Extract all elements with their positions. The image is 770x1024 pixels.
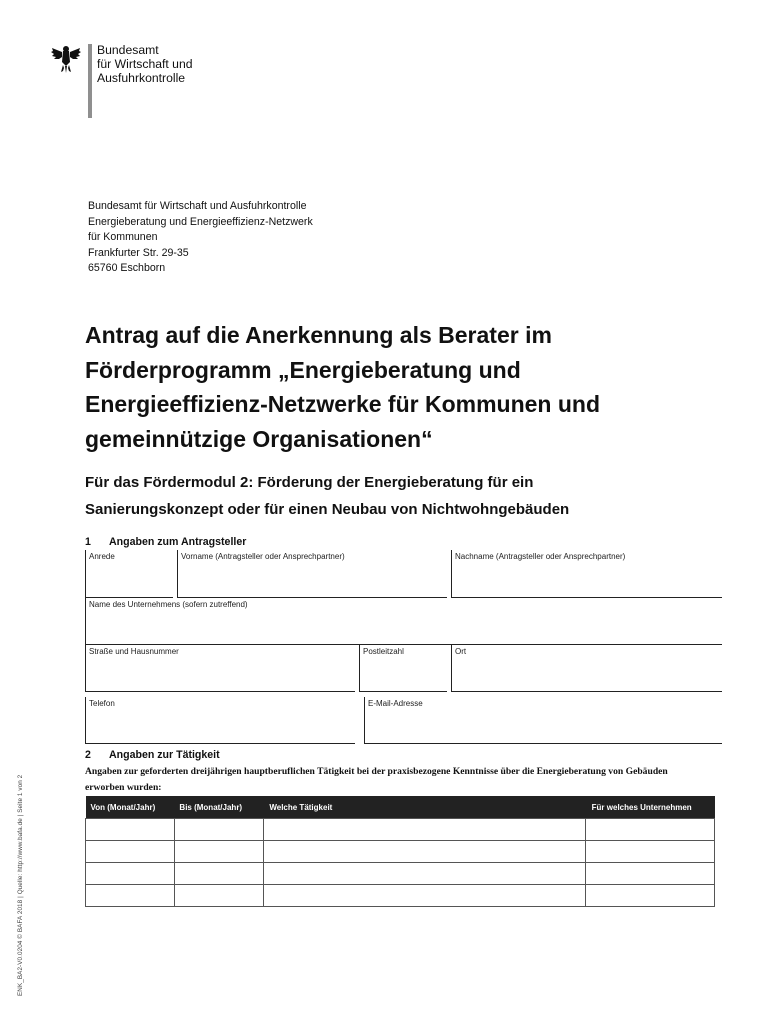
- table-cell[interactable]: [174, 819, 263, 841]
- org-line-3: Ausfuhrkontrolle: [97, 71, 186, 85]
- subtitle-line: Für das Fördermodul 2: Förderung der Energieberatung für ein: [85, 474, 534, 491]
- company-input[interactable]: [586, 840, 718, 863]
- section-2-heading: [85, 749, 220, 761]
- section-number: 1: [85, 536, 91, 548]
- table-cell[interactable]: [86, 863, 175, 885]
- column-header-to: Bis (Monat/Jahr): [174, 796, 263, 819]
- to-input[interactable]: [175, 862, 267, 885]
- phone-input[interactable]: [89, 718, 353, 740]
- company-name-field[interactable]: [85, 598, 722, 645]
- activity-intro-text: [85, 764, 745, 795]
- company-name-input[interactable]: [89, 619, 720, 641]
- column-header-company: Für welches Unternehmen: [586, 796, 715, 819]
- table-cell[interactable]: [86, 819, 175, 841]
- title-line: Förderprogramm „Energieberatung und: [85, 356, 521, 383]
- company-input[interactable]: [586, 862, 718, 885]
- document-title: [85, 318, 745, 456]
- column-header-activity: Welche Tätigkeit: [263, 796, 585, 819]
- from-input[interactable]: [86, 818, 178, 841]
- recipient-address: [88, 199, 313, 277]
- to-input[interactable]: [175, 840, 267, 863]
- postal-code-label: Postleitzahl: [363, 647, 404, 656]
- phone-field[interactable]: [85, 697, 355, 744]
- table-cell[interactable]: [263, 885, 585, 907]
- company-name-label: Name des Unternehmens (sofern zutreffend): [89, 600, 248, 609]
- org-line-1: Bundesamt: [97, 43, 159, 57]
- salutation-input[interactable]: [89, 572, 171, 594]
- table-cell[interactable]: [263, 819, 585, 841]
- company-input[interactable]: [586, 884, 718, 907]
- activity-input[interactable]: [264, 862, 589, 885]
- document-subtitle: [85, 469, 745, 523]
- first-name-field[interactable]: [177, 550, 447, 598]
- table-cell[interactable]: [174, 841, 263, 863]
- last-name-field[interactable]: [451, 550, 722, 598]
- title-line: gemeinnützige Organisationen“: [85, 425, 433, 452]
- table-row: [86, 885, 715, 907]
- address-line: Energieberatung und Energieeffizienz-Netzwerk: [88, 215, 313, 228]
- header-divider-bar: [88, 44, 92, 118]
- activity-input[interactable]: [264, 840, 589, 863]
- federal-eagle-icon: [50, 42, 82, 74]
- table-cell[interactable]: [586, 863, 715, 885]
- table-cell[interactable]: [586, 841, 715, 863]
- from-input[interactable]: [86, 862, 178, 885]
- subtitle-line: Sanierungskonzept oder für einen Neubau von Nichtwohngebäuden: [85, 501, 570, 518]
- first-name-input[interactable]: [181, 572, 445, 594]
- table-cell[interactable]: [86, 885, 175, 907]
- activity-input[interactable]: [264, 818, 589, 841]
- table-row: [86, 841, 715, 863]
- section-number: 2: [85, 749, 91, 761]
- title-line: Antrag auf die Anerkennung als Berater im: [85, 322, 552, 348]
- section-title: Angaben zum Antragsteller: [109, 536, 247, 548]
- table-cell[interactable]: [586, 885, 715, 907]
- company-input[interactable]: [586, 818, 718, 841]
- address-line: 65760 Eschborn: [88, 262, 166, 275]
- street-input[interactable]: [89, 666, 353, 688]
- table-cell[interactable]: [263, 863, 585, 885]
- table-row: [86, 819, 715, 841]
- street-label: Straße und Hausnummer: [89, 647, 179, 656]
- intro-line: Angaben zur geforderten dreijährigen hauptberuflichen Tätigkeit bei der praxisbezogene Kenntnisse über die Energieberatung von Gebäuden: [85, 766, 668, 777]
- email-input[interactable]: [368, 718, 720, 740]
- email-field[interactable]: [364, 697, 722, 744]
- column-header-from: Von (Monat/Jahr): [86, 796, 175, 819]
- section-1-heading: [85, 536, 246, 548]
- to-input[interactable]: [175, 818, 267, 841]
- last-name-input[interactable]: [455, 572, 720, 594]
- from-input[interactable]: [86, 840, 178, 863]
- city-input[interactable]: [455, 666, 720, 688]
- activity-input[interactable]: [264, 884, 589, 907]
- last-name-label: Nachname (Antragsteller oder Ansprechpartner): [455, 552, 626, 561]
- form-reference-text: ENK_BA2-V0.0204 © BAFA 2018 | Quelle: http://www.bafa.de | Seite 1 von 2: [17, 774, 24, 996]
- street-field[interactable]: [85, 645, 355, 692]
- org-line-2: für Wirtschaft und: [97, 57, 193, 71]
- address-line: für Kommunen: [88, 231, 158, 244]
- salutation-field[interactable]: [85, 550, 173, 598]
- from-input[interactable]: [86, 884, 178, 907]
- city-field[interactable]: [451, 645, 722, 692]
- table-cell[interactable]: [263, 841, 585, 863]
- organisation-name: [97, 43, 193, 85]
- city-label: Ort: [455, 647, 467, 656]
- section-title: Angaben zur Tätigkeit: [109, 749, 220, 761]
- table-header-row: [86, 796, 715, 819]
- table-row: [86, 863, 715, 885]
- to-input[interactable]: [175, 884, 267, 907]
- first-name-label: Vorname (Antragsteller oder Ansprechpartner): [181, 552, 345, 561]
- email-label: E-Mail-Adresse: [368, 699, 423, 708]
- title-line: Energieeffizienz-Netzwerke für Kommunen und: [85, 391, 601, 417]
- table-cell[interactable]: [174, 885, 263, 907]
- table-cell[interactable]: [586, 819, 715, 841]
- intro-line: erworben wurden:: [85, 781, 162, 793]
- address-line: Bundesamt für Wirtschaft und Ausfuhrkontrolle: [88, 200, 307, 212]
- address-line: Frankfurter Str. 29-35: [88, 246, 189, 259]
- table-cell[interactable]: [86, 841, 175, 863]
- salutation-label: Anrede: [89, 552, 115, 561]
- activity-table: [85, 796, 715, 907]
- table-cell[interactable]: [174, 863, 263, 885]
- phone-label: Telefon: [89, 699, 115, 708]
- postal-code-input[interactable]: [363, 666, 445, 688]
- postal-code-field[interactable]: [359, 645, 447, 692]
